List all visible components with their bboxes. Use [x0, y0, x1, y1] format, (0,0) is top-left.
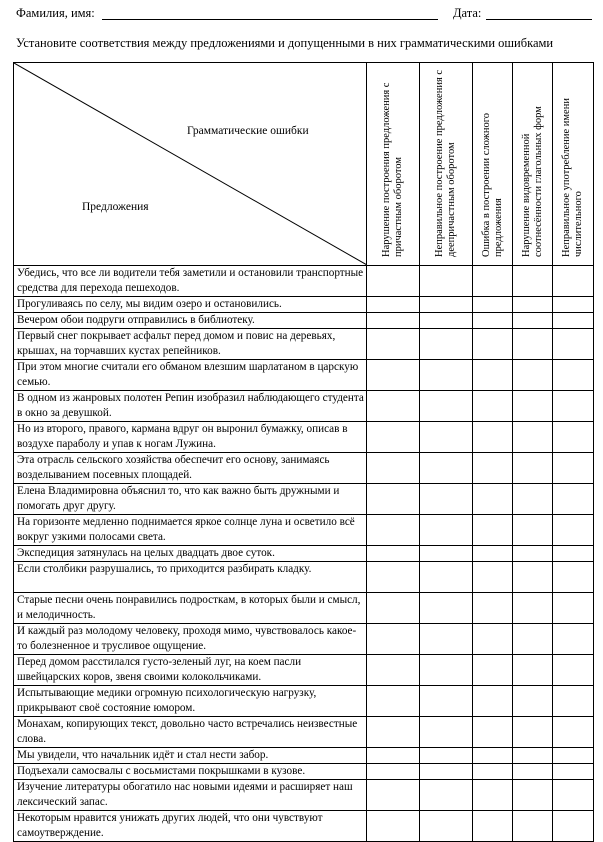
- answer-cell[interactable]: [513, 422, 553, 453]
- sentence-cell: Старые песни очень понравились подросткам, в которых были и смысл, и мелодичность.: [14, 593, 367, 624]
- answer-cell[interactable]: [473, 360, 513, 391]
- answer-cell[interactable]: [553, 717, 594, 748]
- answer-cell[interactable]: [420, 391, 473, 422]
- instruction-text: Установите соответствия между предложениями и допущенными в них грамматическими ошибками: [16, 36, 554, 50]
- answer-cell[interactable]: [553, 764, 594, 780]
- answer-cell[interactable]: [367, 546, 420, 562]
- answer-cell[interactable]: [367, 811, 420, 842]
- table-row: [14, 515, 594, 546]
- table-row: [14, 422, 594, 453]
- answer-cell[interactable]: [367, 391, 420, 422]
- answer-cell[interactable]: [473, 484, 513, 515]
- table-row: [14, 484, 594, 515]
- answer-cell[interactable]: [420, 422, 473, 453]
- answer-cell[interactable]: [553, 360, 594, 391]
- answer-cell[interactable]: [553, 453, 594, 484]
- answer-cell[interactable]: [420, 313, 473, 329]
- answer-cell[interactable]: [473, 329, 513, 360]
- answer-cell[interactable]: [367, 484, 420, 515]
- answer-cell[interactable]: [420, 484, 473, 515]
- answer-cell[interactable]: [367, 422, 420, 453]
- answer-cell[interactable]: [473, 811, 513, 842]
- answer-cell[interactable]: [473, 764, 513, 780]
- answer-cell[interactable]: [420, 453, 473, 484]
- answer-cell[interactable]: [420, 764, 473, 780]
- answer-cell[interactable]: [367, 266, 420, 297]
- matching-table: [13, 62, 594, 842]
- answer-cell[interactable]: [367, 453, 420, 484]
- table-row: [14, 717, 594, 748]
- answer-cell[interactable]: [420, 624, 473, 655]
- table-row: [14, 266, 594, 297]
- answer-cell[interactable]: [473, 780, 513, 811]
- sentences-axis-label: Предложения: [82, 201, 149, 213]
- answer-cell[interactable]: [553, 484, 594, 515]
- answer-cell[interactable]: [367, 624, 420, 655]
- sentence-cell: Перед домом расстилался густо-зеленый луг, на коем пасли швейцарских коров, звеня своими колокольчиками.: [14, 655, 367, 686]
- answer-cell[interactable]: [367, 748, 420, 764]
- answer-cell[interactable]: [367, 313, 420, 329]
- sentence-cell: Вечером обои подруги отправились в библиотеку.: [14, 313, 367, 329]
- answer-cell[interactable]: [420, 811, 473, 842]
- answer-cell[interactable]: [420, 515, 473, 546]
- sentence-cell: Мы увидели, что начальник идёт и стал нести забор.: [14, 748, 367, 764]
- answer-cell[interactable]: [420, 748, 473, 764]
- corner-cell: [14, 63, 367, 266]
- answer-cell[interactable]: [513, 515, 553, 546]
- answer-cell[interactable]: [473, 297, 513, 313]
- answer-cell[interactable]: [553, 593, 594, 624]
- answer-cell[interactable]: [420, 717, 473, 748]
- table-row: [14, 764, 594, 780]
- sentence-cell: Прогуливаясь по селу, мы видим озеро и остановились.: [14, 297, 367, 313]
- answer-cell[interactable]: [513, 593, 553, 624]
- answer-cell[interactable]: [553, 748, 594, 764]
- answer-cell[interactable]: [473, 546, 513, 562]
- sentence-cell: Подъехали самосвалы с восьмистами покрышками в кузове.: [14, 764, 367, 780]
- table-row: [14, 811, 594, 842]
- answer-cell[interactable]: [420, 686, 473, 717]
- answer-cell[interactable]: [473, 686, 513, 717]
- answer-cell[interactable]: [513, 624, 553, 655]
- sentence-cell: На горизонте медленно поднимается яркое солнце луна и осветило всё вокруг узкими полосами света.: [14, 515, 367, 546]
- answer-cell[interactable]: [553, 329, 594, 360]
- answer-cell[interactable]: [513, 360, 553, 391]
- answer-cell[interactable]: [473, 391, 513, 422]
- answer-cell[interactable]: [513, 546, 553, 562]
- answer-cell[interactable]: [473, 422, 513, 453]
- sentence-cell: Некоторым нравится унижать других людей, что они чувствуют самоутверждение.: [14, 811, 367, 842]
- answer-cell[interactable]: [553, 313, 594, 329]
- answer-cell[interactable]: [367, 593, 420, 624]
- answer-cell[interactable]: [553, 811, 594, 842]
- table-body: [14, 266, 594, 842]
- answer-cell[interactable]: [513, 717, 553, 748]
- answer-cell[interactable]: [553, 422, 594, 453]
- sentence-cell: И каждый раз молодому человеку, проходя мимо, чувствовалось какое-то болезненное и трусливое ощущение.: [14, 624, 367, 655]
- column-header-label: Ошибка в построении сложного предложения: [480, 112, 504, 257]
- column-header-adverbial: [420, 63, 473, 266]
- answer-cell[interactable]: [513, 811, 553, 842]
- column-header-complex: [473, 63, 513, 266]
- table-header-row: [14, 63, 594, 266]
- column-header-label: Неправильное построение предложения с деепричастным оборотом: [434, 69, 457, 257]
- sentence-cell: Изучение литературы обогатило нас новыми идеями и расширяет наш лексический запас.: [14, 780, 367, 811]
- answer-cell[interactable]: [473, 562, 513, 593]
- table-row: [14, 748, 594, 764]
- sentence-cell: Испытывающие медики огромную психологическую нагрузку, прикрывают своё состояние юмором.: [14, 686, 367, 717]
- answer-cell[interactable]: [473, 748, 513, 764]
- date-label: Дата:: [453, 6, 482, 20]
- answer-cell[interactable]: [513, 297, 553, 313]
- answer-cell[interactable]: [513, 391, 553, 422]
- answer-cell[interactable]: [553, 655, 594, 686]
- name-label: Фамилия, имя:: [16, 6, 95, 20]
- date-input-line[interactable]: [486, 19, 592, 20]
- table-row: [14, 391, 594, 422]
- sentence-cell: Елена Владимировна объяснил то, что как важно быть дружными и помогать друг другу.: [14, 484, 367, 515]
- answer-cell[interactable]: [473, 593, 513, 624]
- table-row: [14, 686, 594, 717]
- answer-cell[interactable]: [553, 562, 594, 593]
- table-row: [14, 297, 594, 313]
- column-header-label: Нарушение видовременной соотнесённости глагольных форм: [520, 106, 544, 257]
- answer-cell[interactable]: [367, 717, 420, 748]
- answer-cell[interactable]: [420, 297, 473, 313]
- answer-cell[interactable]: [513, 562, 553, 593]
- answer-cell[interactable]: [367, 780, 420, 811]
- answer-cell[interactable]: [367, 297, 420, 313]
- name-input-line[interactable]: [102, 19, 438, 20]
- table-row: [14, 562, 594, 593]
- answer-cell[interactable]: [553, 546, 594, 562]
- answer-cell[interactable]: [367, 764, 420, 780]
- answer-cell[interactable]: [420, 360, 473, 391]
- answer-cell[interactable]: [420, 562, 473, 593]
- sentence-cell: Первый снег покрывает асфальт перед домом и повис на деревьях, крышах, на торчавших кустах репейников.: [14, 329, 367, 360]
- answer-cell[interactable]: [513, 453, 553, 484]
- answer-cell[interactable]: [513, 780, 553, 811]
- answer-cell[interactable]: [553, 624, 594, 655]
- answer-cell[interactable]: [473, 624, 513, 655]
- table-row: [14, 313, 594, 329]
- answer-cell[interactable]: [553, 297, 594, 313]
- answer-cell[interactable]: [367, 686, 420, 717]
- answer-cell[interactable]: [473, 717, 513, 748]
- answer-cell[interactable]: [420, 655, 473, 686]
- answer-cell[interactable]: [513, 329, 553, 360]
- sentence-cell: В одном из жанровых полотен Репин изобразил наблюдающего студента в окно за девушкой.: [14, 391, 367, 422]
- sentence-cell: Но из второго, правого, кармана вдруг он выронил бумажку, описав в воздухе параболу и упав к ногам Лужина.: [14, 422, 367, 453]
- answer-cell[interactable]: [513, 748, 553, 764]
- answer-cell[interactable]: [513, 266, 553, 297]
- column-header-label: Неправильное употребление имени числительного: [561, 98, 584, 257]
- answer-cell[interactable]: [513, 764, 553, 780]
- answer-cell[interactable]: [367, 329, 420, 360]
- diagonal-divider: [14, 63, 367, 265]
- answer-cell[interactable]: [473, 266, 513, 297]
- answer-cell[interactable]: [420, 780, 473, 811]
- answer-cell[interactable]: [367, 562, 420, 593]
- answer-cell[interactable]: [553, 515, 594, 546]
- answer-cell[interactable]: [553, 266, 594, 297]
- header-line: [16, 6, 592, 22]
- answer-cell[interactable]: [367, 655, 420, 686]
- answer-cell[interactable]: [553, 391, 594, 422]
- answer-cell[interactable]: [473, 655, 513, 686]
- sentence-cell: Убедись, что все ли водители тебя заметили и остановили транспортные средства для перехода пешеходов.: [14, 266, 367, 297]
- answer-cell[interactable]: [513, 484, 553, 515]
- table-row: [14, 593, 594, 624]
- answer-cell[interactable]: [513, 686, 553, 717]
- table-row: [14, 780, 594, 811]
- table-row: [14, 360, 594, 391]
- answer-cell[interactable]: [473, 515, 513, 546]
- answer-cell[interactable]: [553, 780, 594, 811]
- table-row: [14, 453, 594, 484]
- table-row: [14, 546, 594, 562]
- answer-cell[interactable]: [473, 453, 513, 484]
- column-header-numeral: [553, 63, 594, 266]
- answer-cell[interactable]: [513, 655, 553, 686]
- column-header-participial: [367, 63, 420, 266]
- answer-cell[interactable]: [420, 593, 473, 624]
- answer-cell[interactable]: [553, 686, 594, 717]
- sentence-cell: Монахам, копирующих текст, довольно часто встречались неизвестные слова.: [14, 717, 367, 748]
- table-row: [14, 624, 594, 655]
- column-header-label: Нарушение построения предложения с причастным оборотом: [381, 82, 404, 257]
- answer-cell[interactable]: [420, 329, 473, 360]
- table-row: [14, 655, 594, 686]
- sentence-cell: При этом многие считали его обманом влезшим шарлатаном в царскую семью.: [14, 360, 367, 391]
- answer-cell[interactable]: [420, 546, 473, 562]
- answer-cell[interactable]: [420, 266, 473, 297]
- errors-axis-label: Грамматические ошибки: [187, 125, 309, 137]
- sentence-cell: Эта отрасль сельского хозяйства обеспечит его основу, занимаясь возделыванием посевных площадей.: [14, 453, 367, 484]
- answer-cell[interactable]: [367, 515, 420, 546]
- answer-cell[interactable]: [367, 360, 420, 391]
- column-header-tense: [513, 63, 553, 266]
- answer-cell[interactable]: [473, 313, 513, 329]
- sentence-cell: Если столбики разрушались, то приходится разбирать кладку.: [14, 562, 367, 593]
- answer-cell[interactable]: [513, 313, 553, 329]
- table-row: [14, 329, 594, 360]
- sentence-cell: Экспедиция затянулась на целых двадцать двое суток.: [14, 546, 367, 562]
